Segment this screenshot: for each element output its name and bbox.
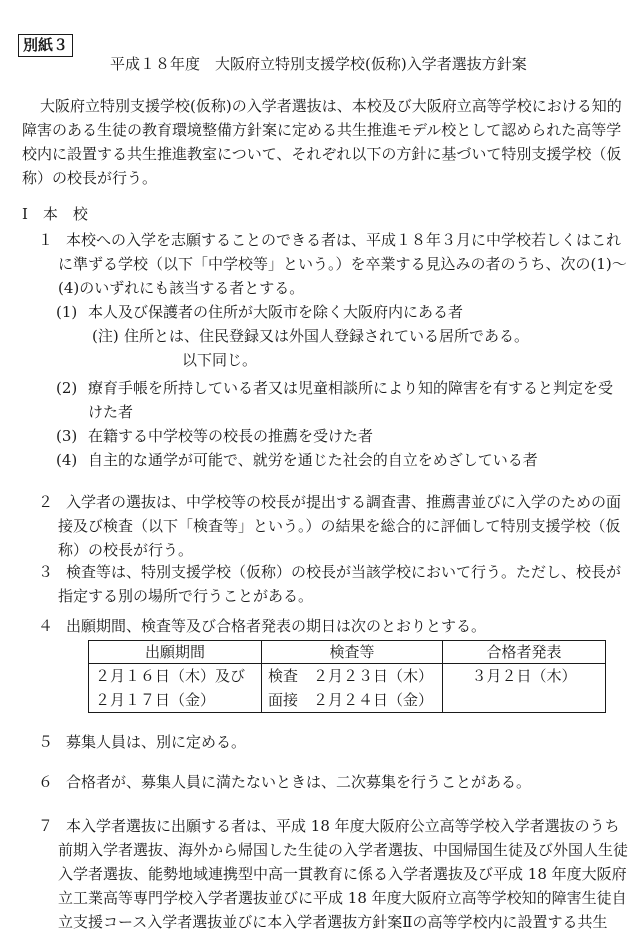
attachment-label: 別紙３ [18,34,73,57]
schedule-table [88,640,606,713]
header-exam: 検査等 [262,641,443,664]
intro-paragraph [22,94,622,190]
item1-text [66,228,621,252]
item2-text [58,514,621,562]
application-line: ２月１６日（木）及び [95,667,246,685]
schedule-header-row [89,641,606,664]
item2-line: 入学者の選抜は、中学校等の校長が提出する調査書、推薦書並びに入学のための面 [66,493,622,511]
condition-number: (4) [56,451,78,469]
intro-line: 校内に設置する共生推進教室について、それぞれ以下の方針に基づいて特別支援学校（仮 [22,145,622,163]
item2-line: 称）の校長が行う。 [58,541,194,559]
condition-text: 本人及び保護者の住所が大阪市を除く大阪府内にある者 [88,303,464,321]
section-heading: Ⅰ 本 校 [22,205,88,223]
item1-line: に準ずる学校（以下「中学校等」という。）を卒業する見込みの者のうち、次の(1)～ [58,255,627,273]
condition-line: けた者 [88,403,134,421]
item7-line: 立支援コース入学者選抜並びに本入学者選抜方針案Ⅱの高等学校内に設置する共生 [58,913,608,931]
item4-number: ４ [38,617,54,635]
condition-line: 療育手帳を所持している者又は児童相談所により知的障害を有すると判定を受 [88,379,614,397]
page-title: 平成１８年度 大阪府立特別支援学校(仮称)入学者選抜方針案 [110,55,527,73]
item3-line: 指定する別の場所で行うことがある。 [58,587,314,605]
condition-text: 自主的な通学が可能で、就労を通じた社会的自立をめざしている者 [88,451,538,469]
item1-number: １ [38,231,54,249]
item7-number: ７ [38,817,54,835]
header-announcement: 合格者発表 [443,641,606,664]
schedule-row [89,664,606,713]
item3-line: 検査等は、特別支援学校（仮称）の校長が当該学校において行う。ただし、校長が [66,563,622,581]
cell-exam [262,664,443,713]
item4-line: 出願期間、検査等及び合格者発表の期日は次のとおりとする。 [66,617,487,635]
item6-line: 合格者が、募集人員に満たないときは、二次募集を行うことがある。 [66,773,532,791]
note-label: (注) [92,327,119,345]
item5-line: 募集人員は、別に定める。 [66,733,247,751]
item3-number: ３ [38,563,54,581]
cell-announcement [443,664,606,713]
application-line: ２月１７日（金） [95,691,216,709]
condition-text [88,376,613,424]
exam-line: 検査 ２月２３日（木） [268,667,434,685]
condition-number: (2) [56,379,78,397]
header-application: 出願期間 [89,641,262,664]
item2-number: ２ [38,493,54,511]
intro-line: 障害のある生徒の教育環境整備方針案に定める共生推進モデル校として認められた高等学 [22,121,622,139]
item7-line: 入学者選抜、能勢地域連携型中高一貫教育に係る入学者選抜及び平成 18 年度大阪府 [58,865,627,883]
intro-line: 大阪府立特別支援学校(仮称)の入学者選抜は、本校及び大阪府立高等学校における知的 [40,97,622,115]
item5-number: ５ [38,733,54,751]
item6-number: ６ [38,773,54,791]
condition-number: (3) [56,427,78,445]
item1-line: (4)のいずれにも該当する者とする。 [58,279,305,297]
item7-line: 立工業高等専門学校入学者選抜並びに平成 18 年度大阪府立高等学校知的障害生徒自 [58,889,627,907]
exam-line: 面接 ２月２４日（金） [268,691,434,709]
note-text: 以下同じ。 [182,351,258,369]
item7-line: 本入学者選抜に出願する者は、平成 18 年度大阪府公立高等学校入学者選抜のうち [66,817,620,835]
condition-number: (1) [56,303,78,321]
item7-line: 前期入学者選抜、海外から帰国した生徒の入学者選抜、中国帰国生徒及び外国人生徒 [58,841,629,859]
cell-application [89,664,262,713]
note-text: 住所とは、住民登録又は外国人登録されている居所である。 [124,327,530,345]
item2-line: 接及び検査（以下「検査等」という。）の結果を総合的に評価して特別支援学校（仮 [58,517,621,535]
intro-line: 称）の校長が行う。 [22,169,158,187]
item1-line: 本校への入学を志願することのできる者は、平成１８年３月に中学校若しくはこれ [66,231,622,249]
condition-text: 在籍する中学校等の校長の推薦を受けた者 [88,427,374,445]
item7-text [58,838,628,934]
item1-text-cont [58,252,627,300]
announcement-date: ３月２日（木） [471,667,577,685]
